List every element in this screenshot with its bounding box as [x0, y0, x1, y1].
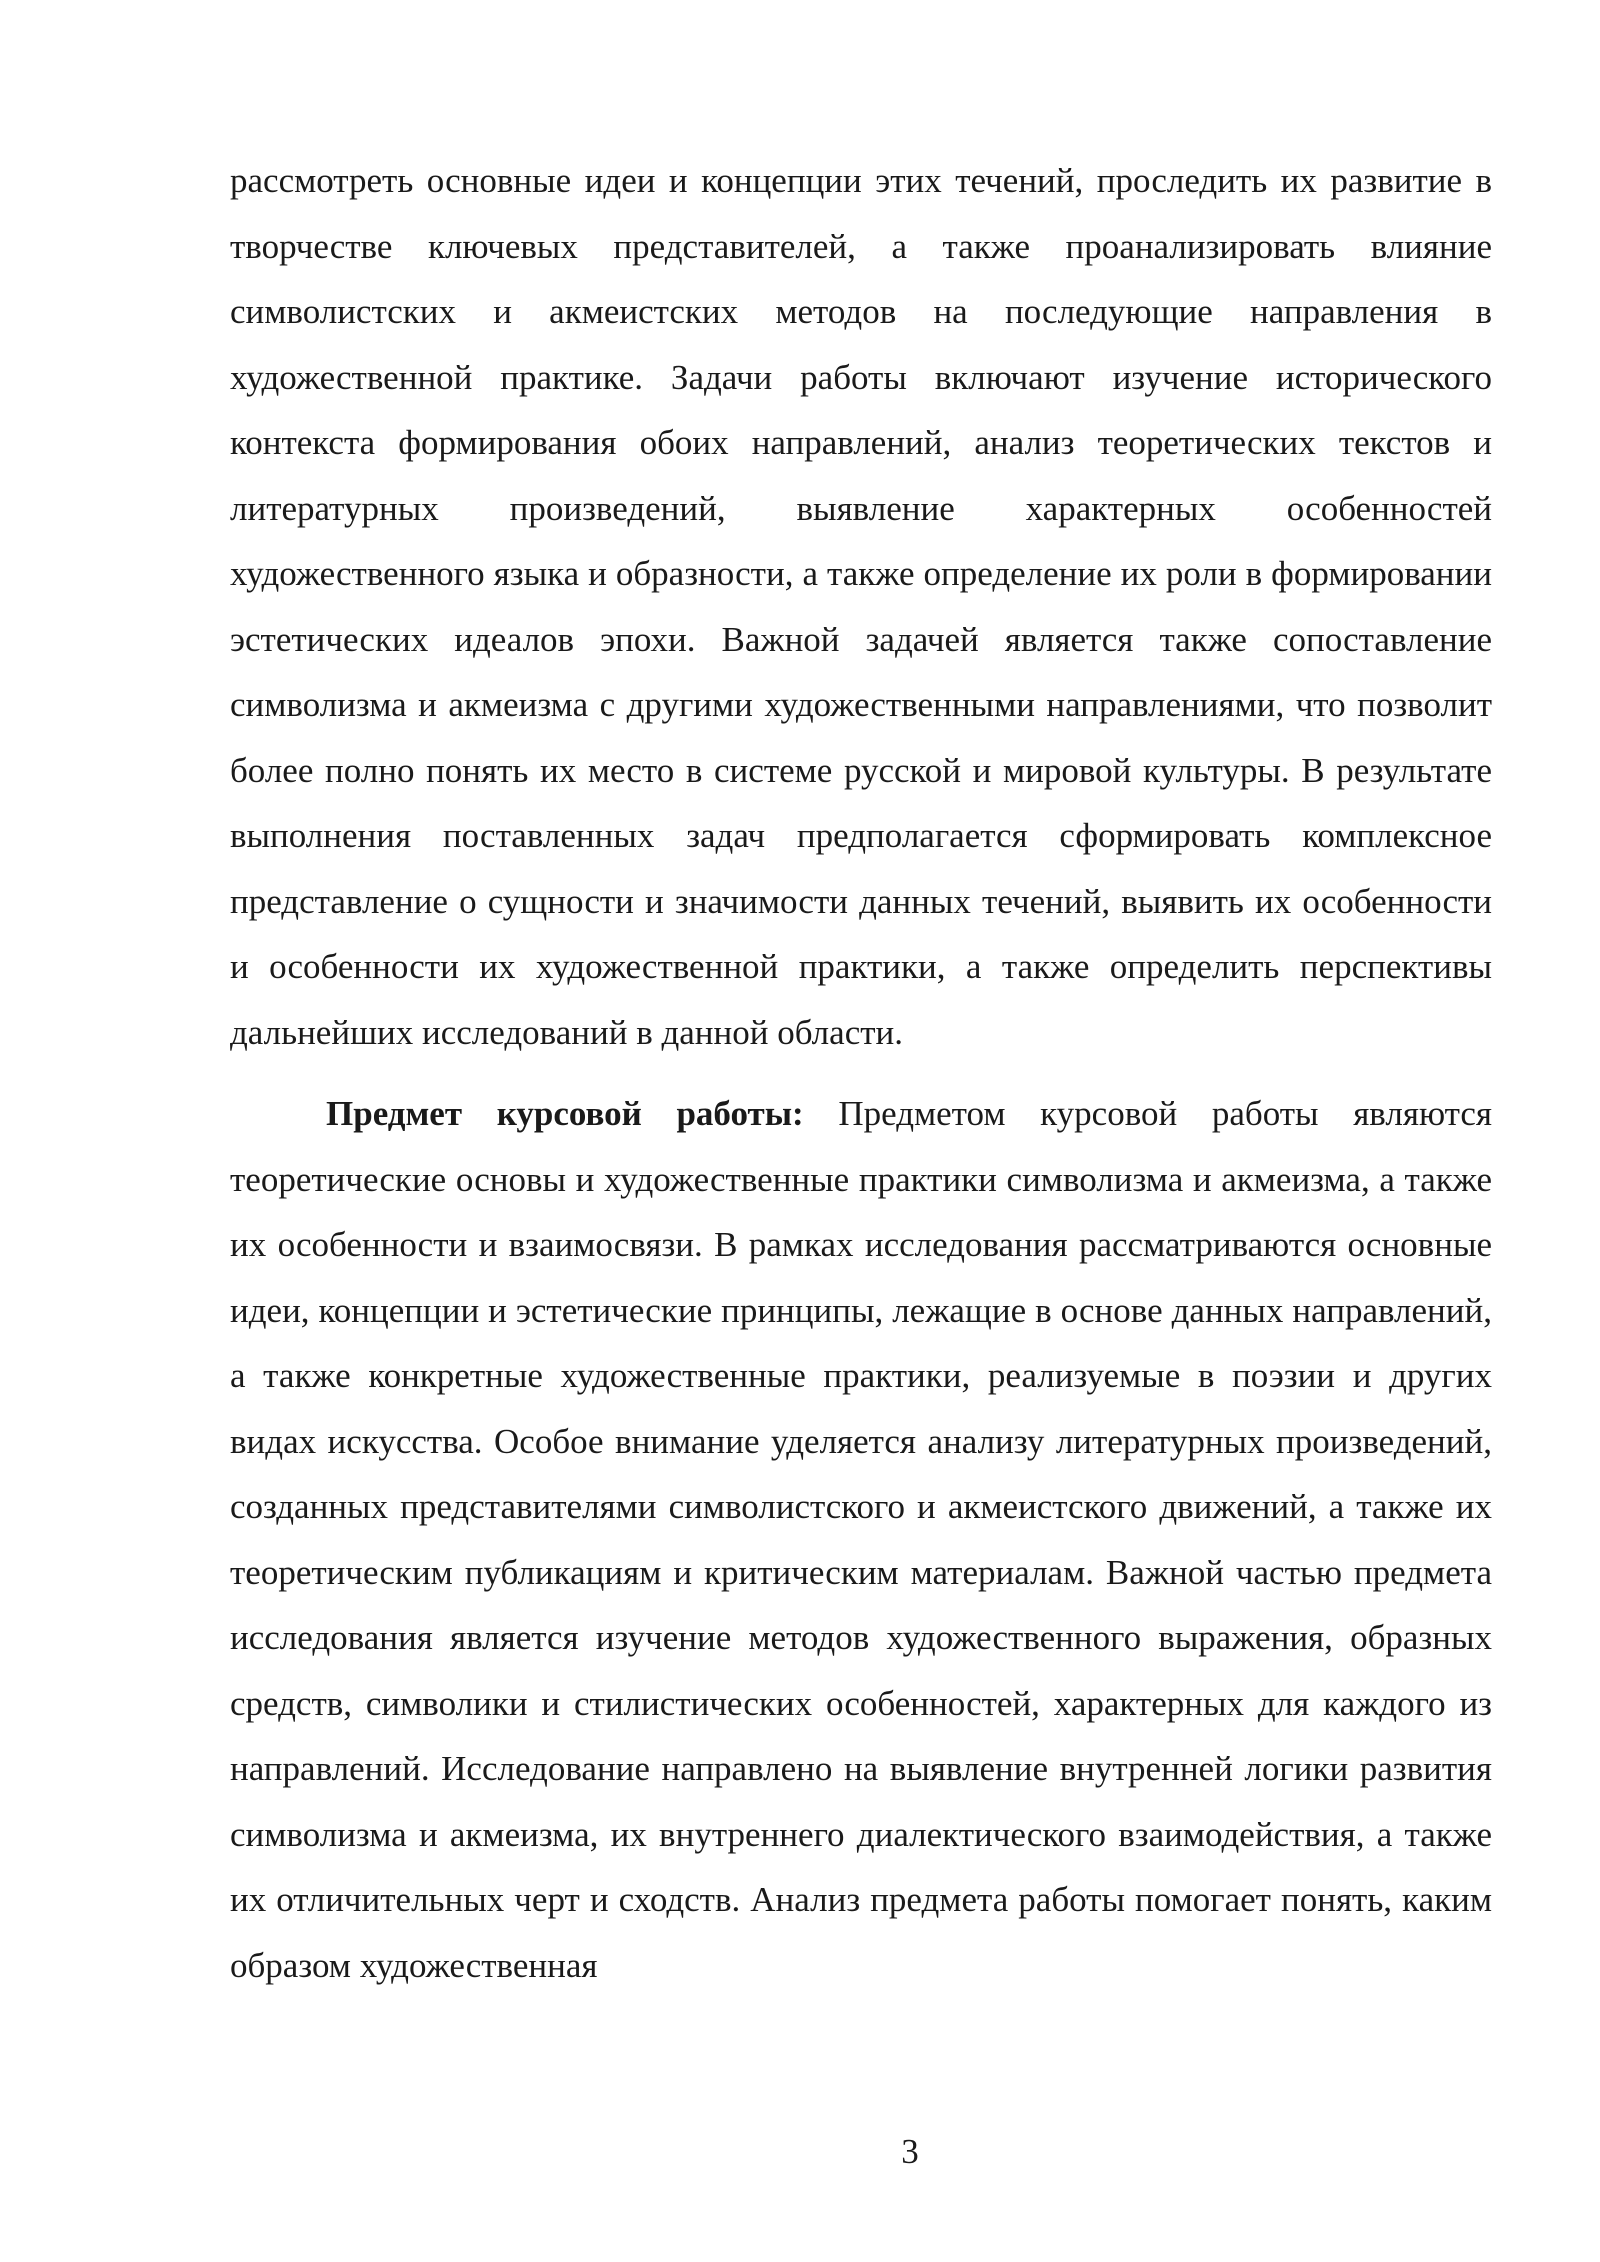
paragraph-tasks: рассмотреть основные идеи и концепции этих течений, проследить их развитие в творчестве ключевых представителей, а также проанализировать влияние символистских и акмеистских методов на последующие направления в художественной практике. Задачи работы включают изучение исторического контекста формирования обоих направлений, анализ теоретических текстов и литературных произведений, выявление характерных особенностей художественного языка и образности, а также определение их роли в формировании эстетических идеалов эпохи. Важной задачей является также сопоставление символизма и акмеизма с другими художественными направлениями, что позволит более полно понять их место в системе русской и мировой культуры. В результате выполнения поставленных задач предполагается сформировать комплексное представление о сущности и значимости данных течений, выявить их особенности и особенности их художественной практики, а также определить перспективы дальнейших исследований в данной области. [230, 161, 1492, 1052]
body-text [230, 148, 1492, 1998]
page-number: 3 [901, 2132, 919, 2171]
subject-heading: Предмет курсовой работы: [326, 1094, 804, 1133]
subject-text: Предметом курсовой работы являются теоретические основы и художественные практики символизма и акмеизма, а также их особенности и взаимосвязи. В рамках исследования рассматриваются основные идеи, концепции и эстетические принципы, лежащие в основе данных направлений, а также конкретные художественные практики, реализуемые в поэзии и других видах искусства. Особое внимание уделяется анализу литературных произведений, созданных представителями символистского и акмеистского движений, а также их теоретическим публикациям и критическим материалам. Важной частью предмета исследования является изучение методов художественного выражения, образных средств, символики и стилистических особенностей, характерных для каждого из направлений. Исследование направлено на выявление внутренней логики развития символизма и акмеизма, их внутреннего диалектического взаимодействия, а также их отличительных черт и сходств. Анализ предмета работы помогает понять, каким образом художественная [230, 1094, 1492, 1985]
paragraph-subject [230, 1081, 1492, 1998]
